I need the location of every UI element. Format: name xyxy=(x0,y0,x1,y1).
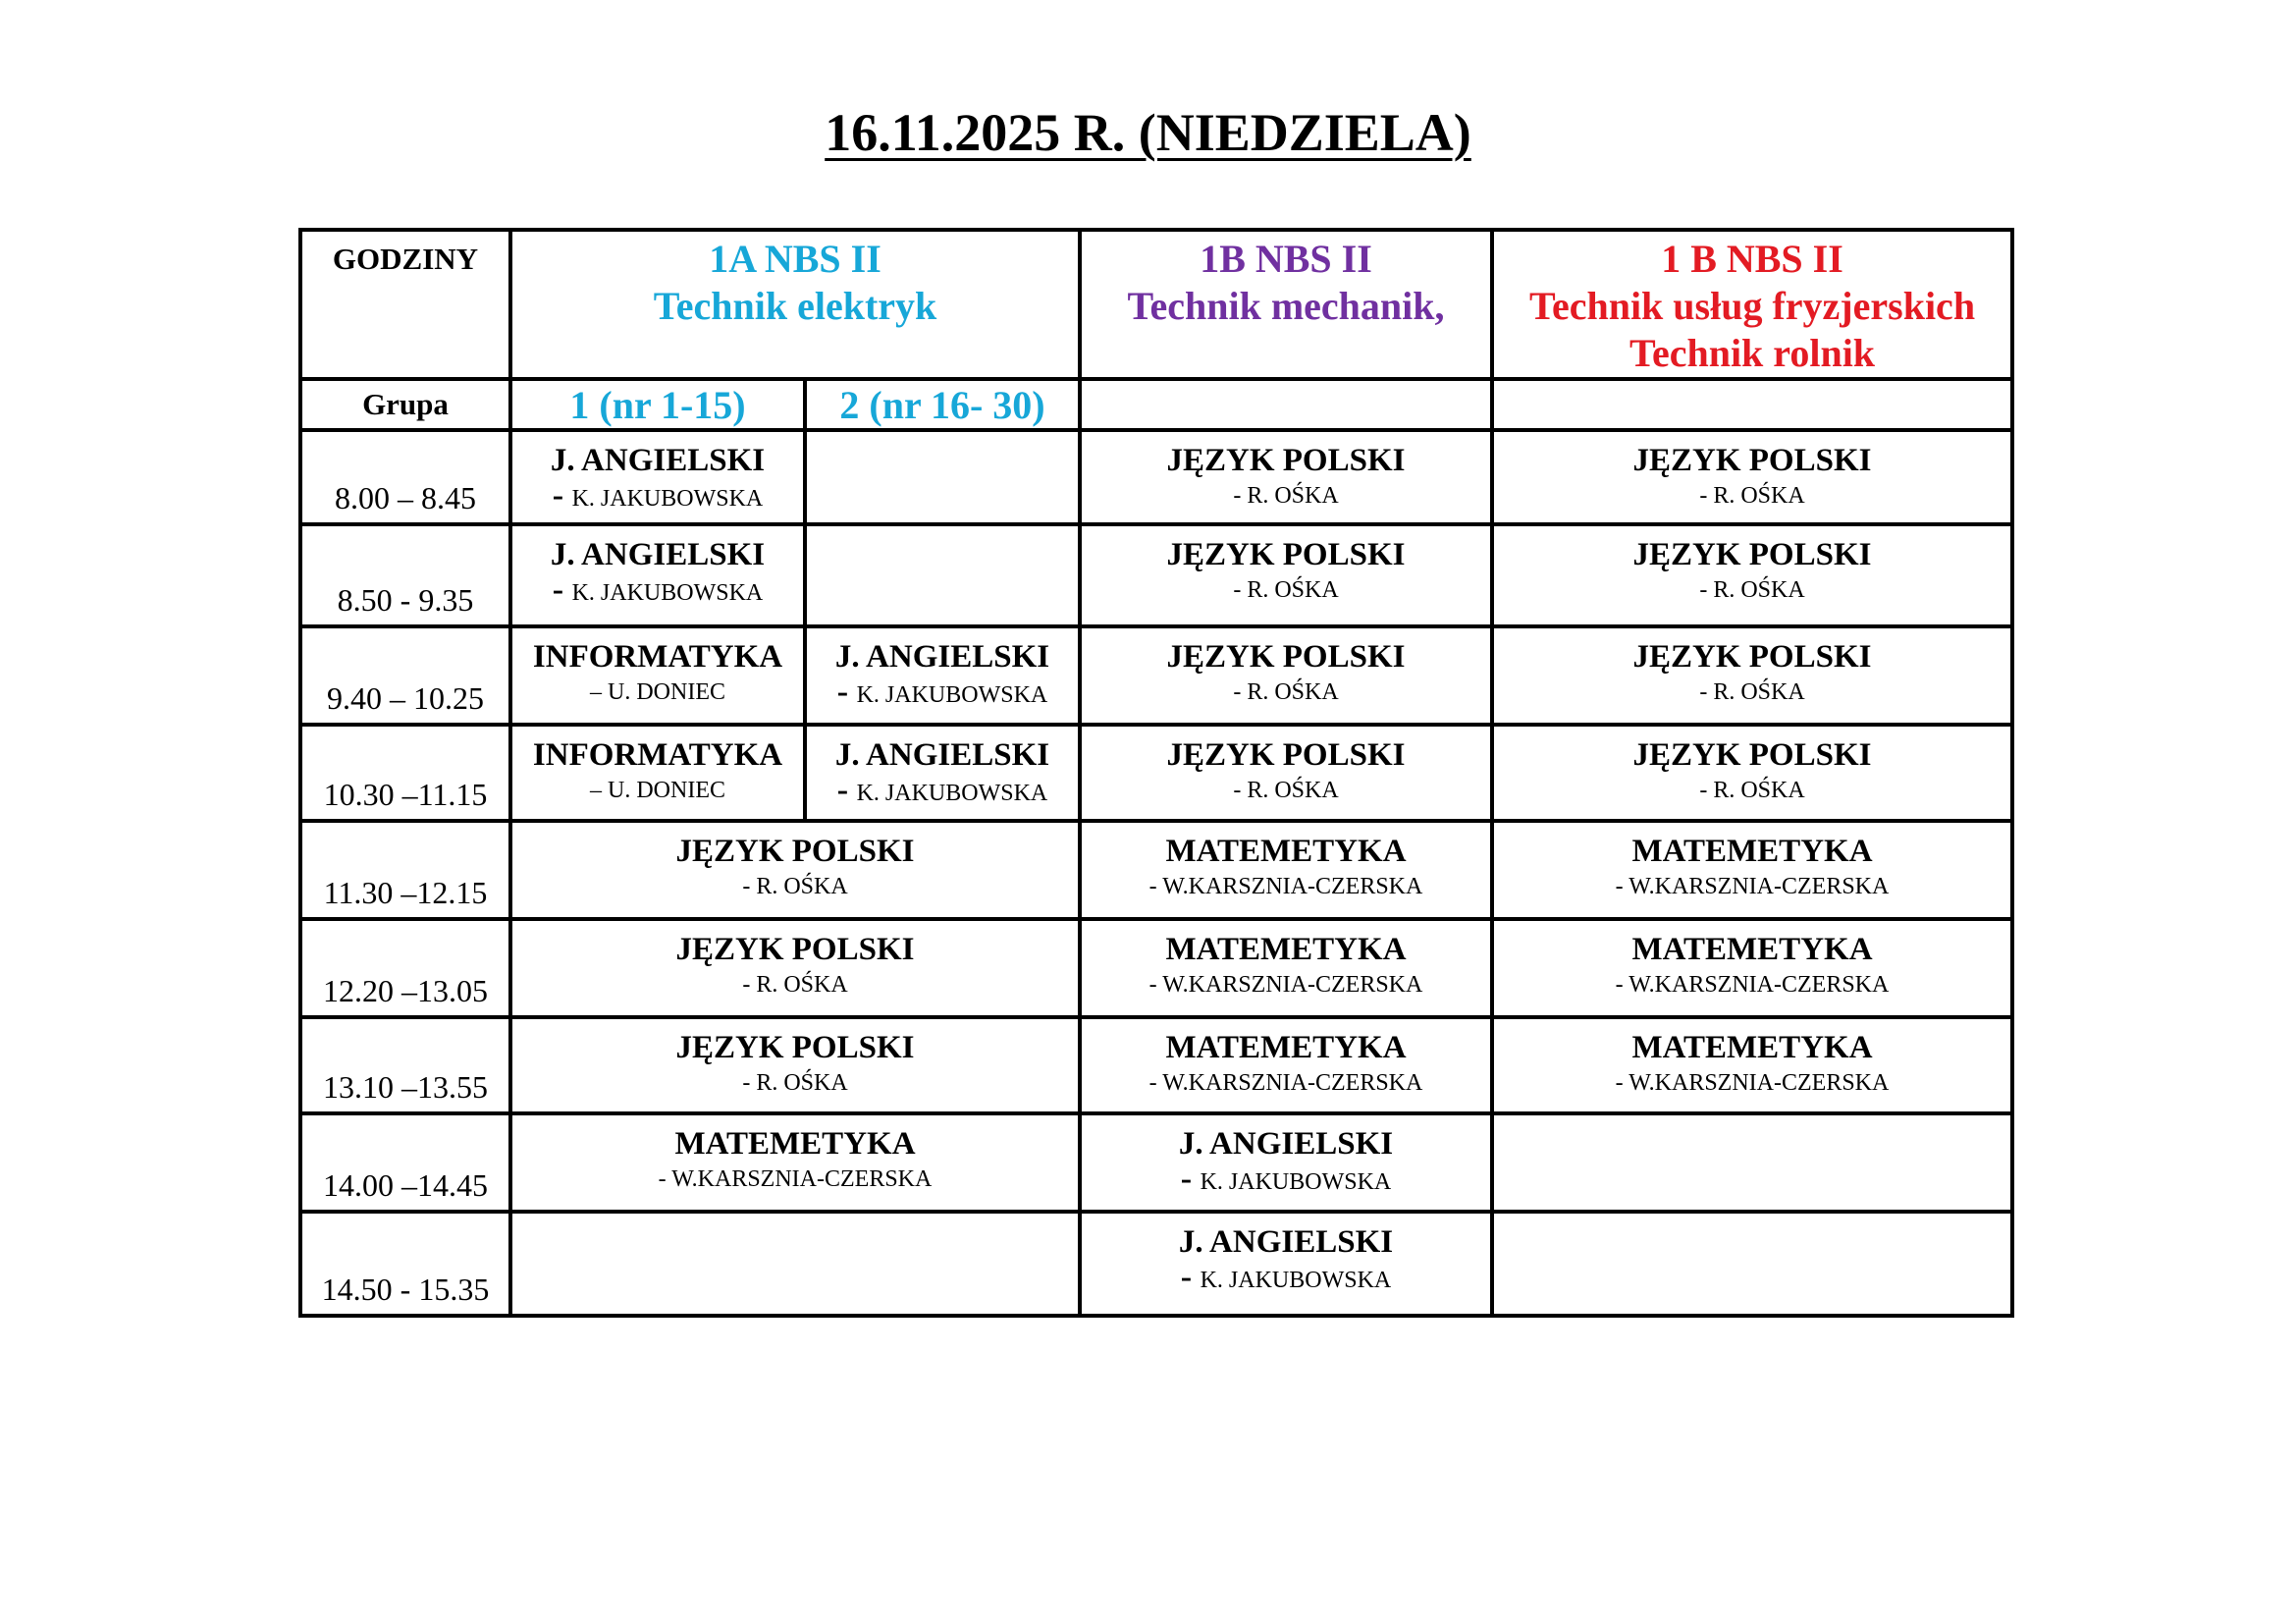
time-cell: 8.50 - 9.35 xyxy=(300,524,510,626)
empty-cell xyxy=(1492,1113,2012,1212)
teacher: - R. OŚKA xyxy=(1699,778,1805,803)
lesson-cell xyxy=(1492,524,2012,626)
lesson-cell xyxy=(1080,430,1492,524)
lesson-cell xyxy=(1080,524,1492,626)
teacher: - W.KARSZNIA-CZERSKA xyxy=(658,1166,933,1192)
class-1b-second-profile: Technik usług fryzjerskich xyxy=(1528,284,1976,328)
subject: JĘZYK POLSKI xyxy=(1166,443,1406,478)
subject: JĘZYK POLSKI xyxy=(1166,737,1406,773)
teacher: – U. DONIEC xyxy=(590,778,725,803)
subject: MATEMETYKA xyxy=(1165,834,1407,869)
group-1-label: 1 (nr 1-15) xyxy=(510,379,805,430)
teacher: - W.KARSZNIA-CZERSKA xyxy=(1615,1070,1890,1096)
lesson-cell: J. ANGIELSKI - K. JAKUBOWSKA xyxy=(510,430,805,524)
subject: JĘZYK POLSKI xyxy=(1632,443,1872,478)
lesson-cell xyxy=(1492,821,2012,919)
subject: MATEMETYKA xyxy=(1631,834,1873,869)
teacher: - R. OŚKA xyxy=(1699,483,1805,509)
lesson-cell xyxy=(510,1017,1080,1113)
page-title: 16.11.2025 R. (NIEDZIELA) xyxy=(825,103,1471,162)
teacher: - W.KARSZNIA-CZERSKA xyxy=(1148,972,1423,998)
subject: J. ANGIELSKI xyxy=(1178,1224,1394,1260)
class-1a-header xyxy=(510,230,1080,379)
hours-header: GODZINY xyxy=(300,230,510,379)
time-cell: 14.00 –14.45 xyxy=(300,1113,510,1212)
class-1b-profile: Technik mechanik, xyxy=(1127,284,1445,328)
lesson-cell: J. ANGIELSKI - K. JAKUBOWSKA xyxy=(1080,1212,1492,1316)
time-cell: 13.10 –13.55 xyxy=(300,1017,510,1113)
empty-cell xyxy=(1492,1212,2012,1316)
time-cell: 9.40 – 10.25 xyxy=(300,626,510,725)
teacher: - W.KARSZNIA-CZERSKA xyxy=(1148,874,1423,899)
lesson-cell: J. ANGIELSKI - K. JAKUBOWSKA xyxy=(805,626,1080,725)
lesson-cell xyxy=(1080,626,1492,725)
subject: JĘZYK POLSKI xyxy=(1632,737,1872,773)
group-label: Grupa xyxy=(300,379,510,430)
subject: INFORMATYKA xyxy=(532,639,783,675)
empty-cell xyxy=(805,430,1080,524)
lesson-cell xyxy=(510,725,805,821)
subject: JĘZYK POLSKI xyxy=(1632,537,1872,572)
lesson-cell xyxy=(1492,919,2012,1017)
lesson-cell: J. ANGIELSKI - K. JAKUBOWSKA xyxy=(1080,1113,1492,1212)
time-cell: 8.00 – 8.45 xyxy=(300,430,510,524)
teacher: - W.KARSZNIA-CZERSKA xyxy=(1615,874,1890,899)
subject: J. ANGIELSKI xyxy=(834,737,1050,773)
lesson-cell xyxy=(1080,725,1492,821)
teacher: - R. OŚKA xyxy=(742,1070,848,1096)
class-1b-header xyxy=(1080,230,1492,379)
table-row xyxy=(300,919,2012,1017)
lesson-cell xyxy=(510,626,805,725)
lesson-cell xyxy=(1492,725,2012,821)
teacher: - R. OŚKA xyxy=(742,972,848,998)
teacher: – U. DONIEC xyxy=(590,679,725,705)
teacher: - R. OŚKA xyxy=(1699,577,1805,603)
teacher: K. JAKUBOWSKA xyxy=(1200,1268,1392,1293)
lesson-cell xyxy=(510,821,1080,919)
teacher: - R. OŚKA xyxy=(1233,778,1339,803)
lesson-cell xyxy=(1080,821,1492,919)
subject: MATEMETYKA xyxy=(1631,932,1873,967)
subject: JĘZYK POLSKI xyxy=(675,932,915,967)
table-row xyxy=(300,1017,2012,1113)
table-row xyxy=(300,1212,2012,1316)
table-row xyxy=(300,725,2012,821)
teacher: - R. OŚKA xyxy=(742,874,848,899)
lesson-cell xyxy=(1492,1017,2012,1113)
empty-cell xyxy=(1080,379,1492,430)
header-row xyxy=(300,230,2012,379)
subject: J. ANGIELSKI xyxy=(550,443,766,478)
teacher: - R. OŚKA xyxy=(1233,679,1339,705)
subject: J. ANGIELSKI xyxy=(1178,1126,1394,1162)
subject: JĘZYK POLSKI xyxy=(675,1030,915,1065)
lesson-cell xyxy=(1080,1017,1492,1113)
table-row xyxy=(300,626,2012,725)
subject: MATEMETYKA xyxy=(1631,1030,1873,1065)
teacher: - W.KARSZNIA-CZERSKA xyxy=(1148,1070,1423,1096)
subject: JĘZYK POLSKI xyxy=(1632,639,1872,675)
teacher: - W.KARSZNIA-CZERSKA xyxy=(1615,972,1890,998)
empty-cell xyxy=(1492,379,2012,430)
teacher: K. JAKUBOWSKA xyxy=(856,682,1048,708)
lesson-cell xyxy=(510,1113,1080,1212)
subject: J. ANGIELSKI xyxy=(550,537,766,572)
lesson-cell xyxy=(510,919,1080,1017)
teacher: K. JAKUBOWSKA xyxy=(1200,1169,1392,1195)
class-1b-second-header xyxy=(1492,230,2012,379)
subject: MATEMETYKA xyxy=(674,1126,916,1162)
table-row xyxy=(300,430,2012,524)
subject: INFORMATYKA xyxy=(532,737,783,773)
time-cell: 14.50 - 15.35 xyxy=(300,1212,510,1316)
empty-cell xyxy=(510,1212,1080,1316)
subject: JĘZYK POLSKI xyxy=(1166,537,1406,572)
lesson-cell xyxy=(1080,919,1492,1017)
table-row xyxy=(300,524,2012,626)
schedule-table xyxy=(298,228,2014,1318)
table-row xyxy=(300,821,2012,919)
time-cell: 11.30 –12.15 xyxy=(300,821,510,919)
lesson-cell: J. ANGIELSKI - K. JAKUBOWSKA xyxy=(510,524,805,626)
lesson-cell: J. ANGIELSKI - K. JAKUBOWSKA xyxy=(805,725,1080,821)
lesson-cell xyxy=(1492,626,2012,725)
teacher: K. JAKUBOWSKA xyxy=(856,781,1048,806)
group-2-label: 2 (nr 16- 30) xyxy=(805,379,1080,430)
teacher: K. JAKUBOWSKA xyxy=(571,580,764,606)
subject: MATEMETYKA xyxy=(1165,1030,1407,1065)
lesson-cell xyxy=(1492,430,2012,524)
class-1a-name: 1A NBS II xyxy=(709,237,881,281)
subject: JĘZYK POLSKI xyxy=(675,834,915,869)
empty-cell xyxy=(805,524,1080,626)
time-cell: 12.20 –13.05 xyxy=(300,919,510,1017)
time-cell: 10.30 –11.15 xyxy=(300,725,510,821)
teacher: - R. OŚKA xyxy=(1699,679,1805,705)
class-1b-second-profile-2: Technik rolnik xyxy=(1629,331,1876,375)
teacher: - R. OŚKA xyxy=(1233,577,1339,603)
class-1a-profile: Technik elektryk xyxy=(653,284,937,328)
class-1b-name: 1B NBS II xyxy=(1200,237,1372,281)
subject: J. ANGIELSKI xyxy=(834,639,1050,675)
class-1b-second-name: 1 B NBS II xyxy=(1661,237,1843,281)
teacher: - R. OŚKA xyxy=(1233,483,1339,509)
teacher: K. JAKUBOWSKA xyxy=(571,486,764,512)
subject: JĘZYK POLSKI xyxy=(1166,639,1406,675)
subject: MATEMETYKA xyxy=(1165,932,1407,967)
group-row xyxy=(300,379,2012,430)
table-row xyxy=(300,1113,2012,1212)
